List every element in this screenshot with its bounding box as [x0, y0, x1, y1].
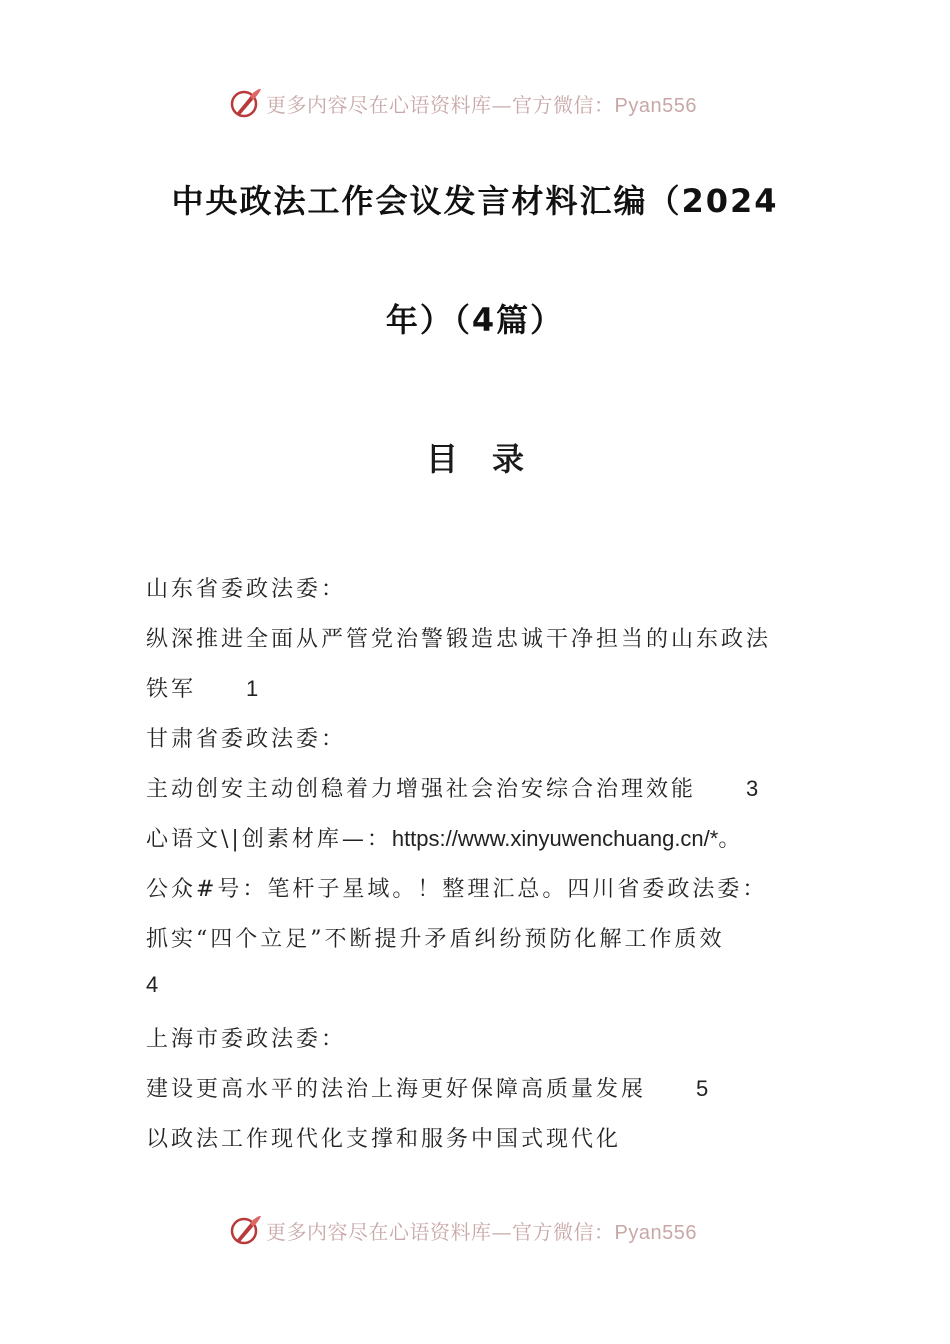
- watermark-wechat: Pyan556: [614, 94, 697, 117]
- toc-page-number: 3: [746, 776, 759, 801]
- toc-line: [146, 922, 725, 953]
- toc-page-number: 1: [246, 676, 259, 701]
- document-title-line1: 中央政法工作会议发言材料汇编（2024: [171, 182, 779, 220]
- toc-line-text: 以政法工作现代化支撑和服务中国式现代化: [146, 1127, 622, 1152]
- toc-line: [146, 622, 771, 653]
- toc-line: [146, 772, 758, 803]
- toc-line: [146, 1022, 346, 1053]
- toc-heading: 目录: [425, 440, 558, 478]
- toc-line-text: 主动创安主动创稳着力增强社会治安综合治理效能: [146, 777, 697, 802]
- watermark-text: [266, 1216, 697, 1245]
- toc-line-text: 公众#号：笔杆子星域。！整理汇总。四川省委政法委：: [146, 877, 768, 902]
- toc-line: [146, 1072, 708, 1103]
- toc-line-text: 纵深推进全面从严管党治警锻造忠诚干净担当的山东政法: [146, 627, 772, 652]
- toc-line-text: 甘肃省委政法委：: [146, 727, 347, 752]
- quill-logo-icon: [228, 86, 262, 120]
- toc-line-text: 心语文\|创素材库—：: [146, 827, 392, 852]
- toc-line-text: 上海市委政法委：: [146, 1027, 347, 1052]
- watermark-label: 更多内容尽在心语资料库—官方微信：: [266, 1219, 615, 1244]
- toc-line-text: 铁军: [146, 677, 197, 702]
- quill-logo-icon: [228, 1213, 262, 1247]
- watermark-text: [266, 89, 697, 118]
- watermark-banner-bottom: [228, 1210, 697, 1250]
- toc-line-tail: 。: [718, 827, 744, 852]
- toc-line: [146, 1122, 621, 1153]
- watermark-label: 更多内容尽在心语资料库—官方微信：: [266, 92, 615, 117]
- watermark-banner-top: [228, 83, 697, 123]
- toc-line: [146, 572, 346, 603]
- toc-page-number: 5: [696, 1076, 709, 1101]
- toc-page-number: 4: [146, 972, 159, 997]
- document-title-line2: 年）（4篇）: [385, 301, 565, 339]
- watermark-wechat: Pyan556: [614, 1221, 697, 1244]
- toc-line: [146, 972, 158, 998]
- toc-line: [146, 722, 346, 753]
- toc-line: [146, 672, 258, 703]
- toc-line-url: https://www.xinyuwenchuang.cn/*: [391, 826, 719, 851]
- toc-line: [146, 872, 767, 903]
- toc-line-text: 山东省委政法委：: [146, 577, 347, 602]
- toc-line-text: 抓实“四个立足”不断提升矛盾纠纷预防化解工作质效: [146, 927, 725, 952]
- toc-line-text: 建设更高水平的法治上海更好保障高质量发展: [146, 1077, 647, 1102]
- toc-line: [146, 822, 743, 853]
